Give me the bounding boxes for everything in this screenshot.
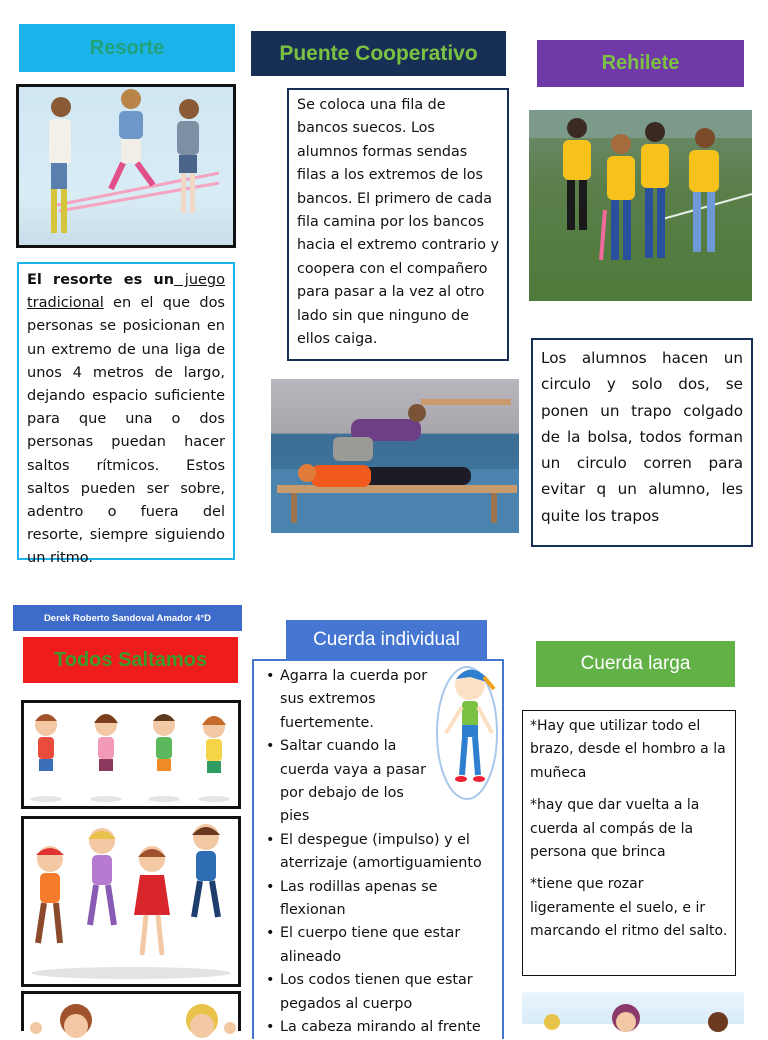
cuerda-larga-title-box (536, 641, 735, 687)
cuerda-larga-box (522, 710, 736, 976)
list-item-text: Agarra la cuerda por sus extremos fuertemente. (280, 668, 428, 731)
cuerda-larga-title: Cuerda larga (580, 653, 691, 674)
puente-photo (271, 379, 519, 533)
resorte-description-link: juego tradicional (27, 272, 226, 312)
cuerda-individual-title: Cuerda individual (313, 629, 460, 650)
jumping-kids-image-1 (21, 700, 241, 809)
todos-saltamos-title: Todos Saltamos (54, 648, 207, 671)
list-item (262, 665, 428, 735)
list-item-text: Los codos tienen que estar pegados al cuerpo (280, 972, 473, 1012)
puente-title-box (251, 31, 506, 76)
cuerda-individual-list (262, 665, 498, 1040)
resorte-description-box (17, 262, 235, 567)
cuerda-individual-title-box (286, 620, 487, 660)
list-item (262, 922, 498, 969)
resorte-photo (16, 84, 236, 248)
cuerda-larga-paragraph-3: *tiene que rozar ligeramente el suelo, e ir marcando el ritmo del salto. (530, 876, 728, 940)
resorte-description (27, 269, 225, 571)
rehilete-description-box (531, 338, 753, 547)
list-item-text: El despegue (impulso) y el aterrizaje (amortiguamiento (280, 831, 482, 872)
list-item-text: La cabeza mirando al frente (280, 1019, 481, 1036)
resorte-description-bold: El resorte es un (27, 272, 175, 288)
puente-title: Puente Cooperativo (279, 41, 478, 65)
author-label-box (13, 605, 242, 631)
rehilete-title: Rehilete (601, 52, 680, 74)
cuerda-individual-box (252, 659, 504, 1039)
list-item (262, 876, 498, 923)
rehilete-photo (529, 110, 752, 301)
jumping-kids-image-3 (21, 991, 241, 1031)
author-label: Derek Roberto Sandoval Amador 4°D (43, 612, 212, 624)
list-item-text: Las rodillas apenas se flexionan (280, 878, 438, 919)
list-item-text: Saltar cuando la cuerda vaya a pasar por debajo de los pies (280, 738, 426, 825)
puente-description-box (287, 88, 509, 361)
resorte-description-rest: en el que dos personas se posicionan en un extremo de una liga de unos 4 metros de largo, dejando espacio suficiente para que una o dos personas puedan hacer saltos rítmicos. Estos saltos pueden ser sobre, adentro o fuera del resorte, siempre siguiendo un ritmo. (27, 295, 225, 567)
cuerda-larga-image (522, 992, 744, 1024)
resorte-title: Resorte (89, 36, 165, 59)
puente-description: Se coloca una fila de bancos suecos. Los alumnos formas sendas filas a los extremos de los bancos. El primero de cada fila camina por los bancos hacia el extremo contrario y coopera con el compañero para pasar a la vez al otro lado sin que ninguno de ellos caiga. (297, 97, 499, 348)
list-item (262, 969, 498, 1016)
list-item (262, 829, 498, 876)
rehilete-title-box (537, 40, 744, 87)
rehilete-description: Los alumnos hacen un circulo y solo dos, se ponen un trapo colgado de la bolsa, todos forman un circulo corren para evitar q un alumno, les quite los trapos (541, 349, 743, 525)
list-item-text: El cuerpo tiene que estar alineado (280, 925, 461, 965)
list-item (262, 1016, 498, 1039)
resorte-title-box (19, 24, 235, 72)
cuerda-larga-paragraph-2: *hay que dar vuelta a la cuerda al compás de la persona que brinca (530, 797, 700, 861)
cuerda-larga-paragraph-1: *Hay que utilizar todo el brazo, desde el hombro a la muñeca (530, 718, 726, 781)
jumping-kids-image-2 (21, 816, 241, 987)
todos-saltamos-title-box (23, 637, 238, 683)
list-item (262, 735, 430, 829)
